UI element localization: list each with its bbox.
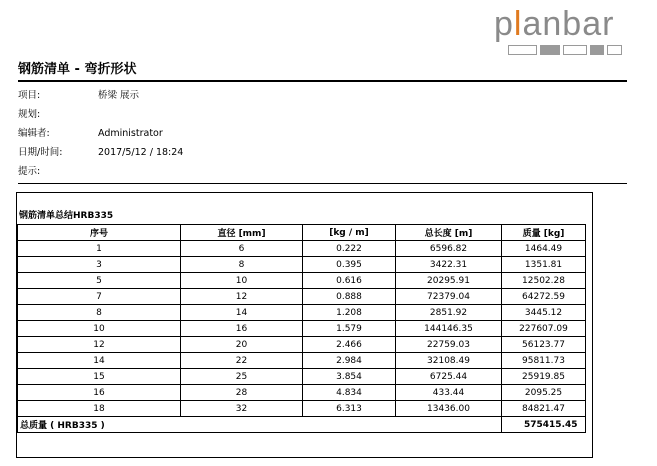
table-cell: 7 xyxy=(18,289,181,305)
table-cell: 16 xyxy=(18,385,181,401)
table-cell: 6.313 xyxy=(303,401,396,417)
table-row xyxy=(18,241,586,257)
table-cell: 18 xyxy=(18,401,181,417)
planbar-logo xyxy=(494,5,630,54)
meta-label: 项目: xyxy=(18,90,41,101)
logo-bar-icon xyxy=(508,45,622,55)
table-cell: 8 xyxy=(181,257,303,273)
meta-value: 桥梁 展示 xyxy=(98,90,140,101)
table-cell: 20 xyxy=(181,337,303,353)
table-cell: 2.466 xyxy=(303,337,396,353)
table-row xyxy=(18,257,586,273)
table-cell: 2851.92 xyxy=(396,305,502,321)
meta-label: 规划: xyxy=(18,109,41,120)
table-cell: 12502.28 xyxy=(502,273,586,289)
title-divider xyxy=(18,80,627,82)
table-row xyxy=(18,305,586,321)
table-cell: 10 xyxy=(18,321,181,337)
header-cell: 质量 [kg] xyxy=(502,225,586,241)
table-cell: 22759.03 xyxy=(396,337,502,353)
table-cell: 25919.85 xyxy=(502,369,586,385)
table-cell: 3422.31 xyxy=(396,257,502,273)
table-cell: 433.44 xyxy=(396,385,502,401)
table-cell: 1.208 xyxy=(303,305,396,321)
table-cell: 22 xyxy=(181,353,303,369)
table-row xyxy=(18,273,586,289)
meta-label: 编辑者: xyxy=(18,128,50,139)
table-cell: 6725.44 xyxy=(396,369,502,385)
table-cell: 8 xyxy=(18,305,181,321)
table-cell: 15 xyxy=(18,369,181,385)
table-cell: 84821.47 xyxy=(502,401,586,417)
header-cell: 序号 xyxy=(18,225,181,241)
table-cell: 144146.35 xyxy=(396,321,502,337)
total-row xyxy=(18,417,586,433)
summary-title: 钢筋清单总结HRB335 xyxy=(19,211,114,221)
table-cell: 0.222 xyxy=(303,241,396,257)
table-row xyxy=(18,353,586,369)
table-cell: 14 xyxy=(18,353,181,369)
total-label: 总质量 ( HRB335 ) xyxy=(18,417,502,433)
table-cell: 25 xyxy=(181,369,303,385)
table-cell: 4.834 xyxy=(303,385,396,401)
table-row xyxy=(18,385,586,401)
table-cell: 1464.49 xyxy=(502,241,586,257)
table-cell: 12 xyxy=(181,289,303,305)
document-title: 钢筋清单 - 弯折形状 xyxy=(18,62,137,77)
table-cell: 3.854 xyxy=(303,369,396,385)
meta-value: 2017/5/12 / 18:24 xyxy=(98,147,184,158)
table-cell: 64272.59 xyxy=(502,289,586,305)
table-cell: 2095.25 xyxy=(502,385,586,401)
table-cell: 32 xyxy=(181,401,303,417)
table-cell: 95811.73 xyxy=(502,353,586,369)
table-header-row xyxy=(18,225,586,241)
table-cell: 28 xyxy=(181,385,303,401)
table-row xyxy=(18,401,586,417)
table-row xyxy=(18,369,586,385)
table-cell: 14 xyxy=(181,305,303,321)
table-cell: 6 xyxy=(181,241,303,257)
total-value: 575415.45 xyxy=(502,417,586,433)
table-cell: 56123.77 xyxy=(502,337,586,353)
table-cell: 13436.00 xyxy=(396,401,502,417)
table-cell: 0.395 xyxy=(303,257,396,273)
table-cell: 227607.09 xyxy=(502,321,586,337)
table-row xyxy=(18,289,586,305)
table-cell: 1.579 xyxy=(303,321,396,337)
table-cell: 72379.04 xyxy=(396,289,502,305)
table-cell: 6596.82 xyxy=(396,241,502,257)
logo-wordmark: planbar xyxy=(494,5,615,43)
header-cell: [kg / m] xyxy=(303,225,396,241)
table-cell: 3 xyxy=(18,257,181,273)
summary-frame xyxy=(16,192,593,458)
meta-label: 日期/时间: xyxy=(18,147,63,158)
table-cell: 0.888 xyxy=(303,289,396,305)
table-cell: 20295.91 xyxy=(396,273,502,289)
table-row xyxy=(18,321,586,337)
table-cell: 16 xyxy=(181,321,303,337)
summary-table xyxy=(17,224,586,433)
meta-value: Administrator xyxy=(98,128,163,139)
header-cell: 总长度 [m] xyxy=(396,225,502,241)
table-cell: 1 xyxy=(18,241,181,257)
table-cell: 5 xyxy=(18,273,181,289)
meta-label: 提示: xyxy=(18,166,41,177)
table-cell: 32108.49 xyxy=(396,353,502,369)
table-cell: 0.616 xyxy=(303,273,396,289)
table-cell: 3445.12 xyxy=(502,305,586,321)
table-cell: 12 xyxy=(18,337,181,353)
table-cell: 2.984 xyxy=(303,353,396,369)
header-divider xyxy=(18,183,627,184)
table-cell: 1351.81 xyxy=(502,257,586,273)
table-cell: 10 xyxy=(181,273,303,289)
table-row xyxy=(18,337,586,353)
header-cell: 直径 [mm] xyxy=(181,225,303,241)
